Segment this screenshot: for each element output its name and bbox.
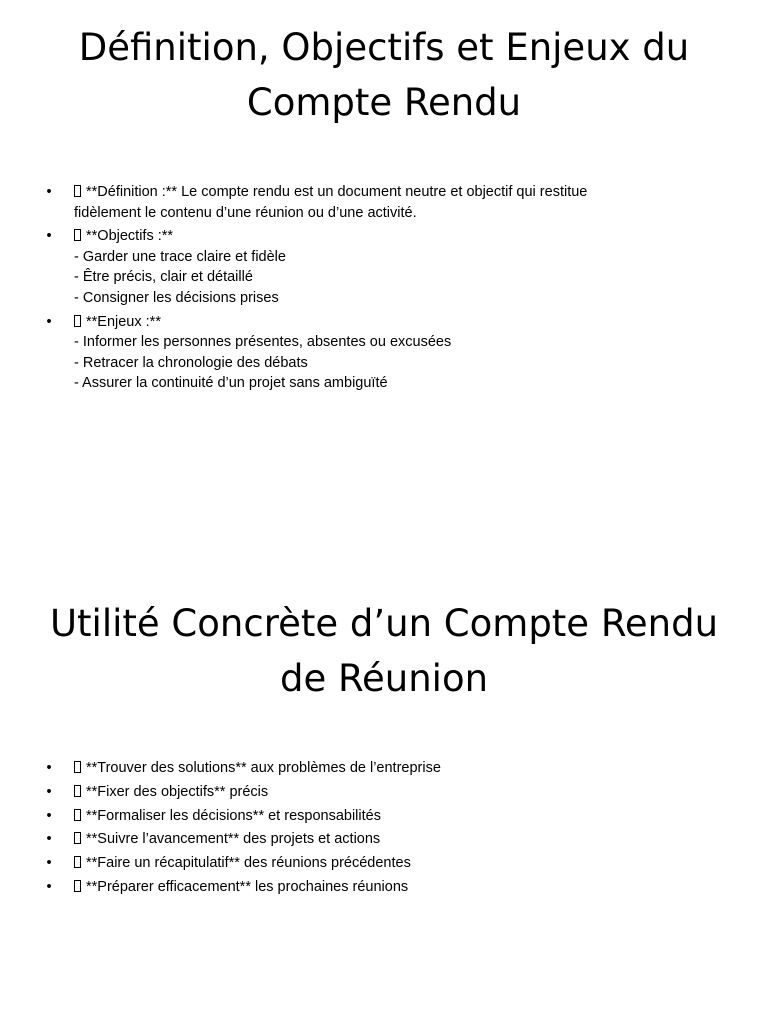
- list-item-line: - Garder une trace claire et fidèle: [74, 248, 286, 265]
- missing-glyph-icon: [74, 880, 81, 892]
- bullet-dot-icon: •: [46, 878, 52, 895]
- missing-glyph-icon: [74, 229, 81, 241]
- bullet-dot-icon: •: [46, 855, 52, 872]
- bullet-list: [44, 182, 684, 397]
- slide-title: Définition, Objectifs et Enjeux du Compte Rendu: [78, 26, 690, 124]
- list-item-line: **Préparer efficacement** les prochaines réunions: [74, 877, 684, 898]
- list-item-line: - Être précis, clair et détaillé: [74, 269, 253, 286]
- missing-glyph-icon: [74, 856, 81, 868]
- list-item: [44, 853, 684, 874]
- bullet-dot-icon: •: [46, 184, 52, 200]
- list-item: [44, 877, 684, 898]
- list-item: [44, 226, 684, 308]
- list-item-line: - Assurer la continuité d’un projet sans ambiguïté: [74, 375, 388, 392]
- missing-glyph-icon: [74, 785, 81, 797]
- bullet-list: [44, 758, 684, 901]
- list-item-line: **Faire un récapitulatif** des réunions précédentes: [74, 853, 684, 874]
- list-item-line: **Enjeux :**: [74, 312, 684, 333]
- list-item: [44, 829, 684, 850]
- bullet-dot-icon: •: [46, 831, 52, 848]
- slide-utility: [0, 512, 768, 1024]
- list-item-line: **Formaliser les décisions** et responsabilités: [74, 806, 684, 827]
- bullet-dot-icon: •: [46, 783, 52, 800]
- missing-glyph-icon: [74, 185, 81, 197]
- list-item-line: **Objectifs :**: [74, 226, 684, 247]
- list-item-line: - Informer les personnes présentes, absentes ou excusées: [74, 334, 452, 351]
- list-item-line: - Retracer la chronologie des débats: [74, 354, 308, 371]
- list-item: [44, 782, 684, 803]
- missing-glyph-icon: [74, 809, 81, 821]
- list-item-line: fidèlement le contenu d’une réunion ou d’une activité.: [74, 204, 417, 221]
- list-item-line: **Suivre l’avancement** des projets et actions: [74, 829, 684, 850]
- missing-glyph-icon: [74, 315, 81, 327]
- list-item: [44, 758, 684, 779]
- bullet-dot-icon: •: [46, 807, 52, 824]
- bullet-dot-icon: •: [46, 760, 52, 776]
- bullet-dot-icon: •: [46, 228, 52, 245]
- list-item: [44, 312, 684, 394]
- bullet-dot-icon: •: [46, 313, 52, 330]
- list-item: [44, 806, 684, 827]
- list-item-line: - Consigner les décisions prises: [74, 289, 279, 306]
- list-item-line: **Fixer des objectifs** précis: [74, 782, 684, 803]
- missing-glyph-icon: [74, 761, 81, 773]
- missing-glyph-icon: [74, 832, 81, 844]
- slide-title: Utilité Concrète d’un Compte Rendu de Réunion: [49, 602, 719, 700]
- list-item-line: **Définition :** Le compte rendu est un document neutre et objectif qui restitue: [74, 182, 684, 203]
- list-item-line: **Trouver des solutions** aux problèmes de l’entreprise: [74, 758, 684, 779]
- list-item: [44, 182, 684, 223]
